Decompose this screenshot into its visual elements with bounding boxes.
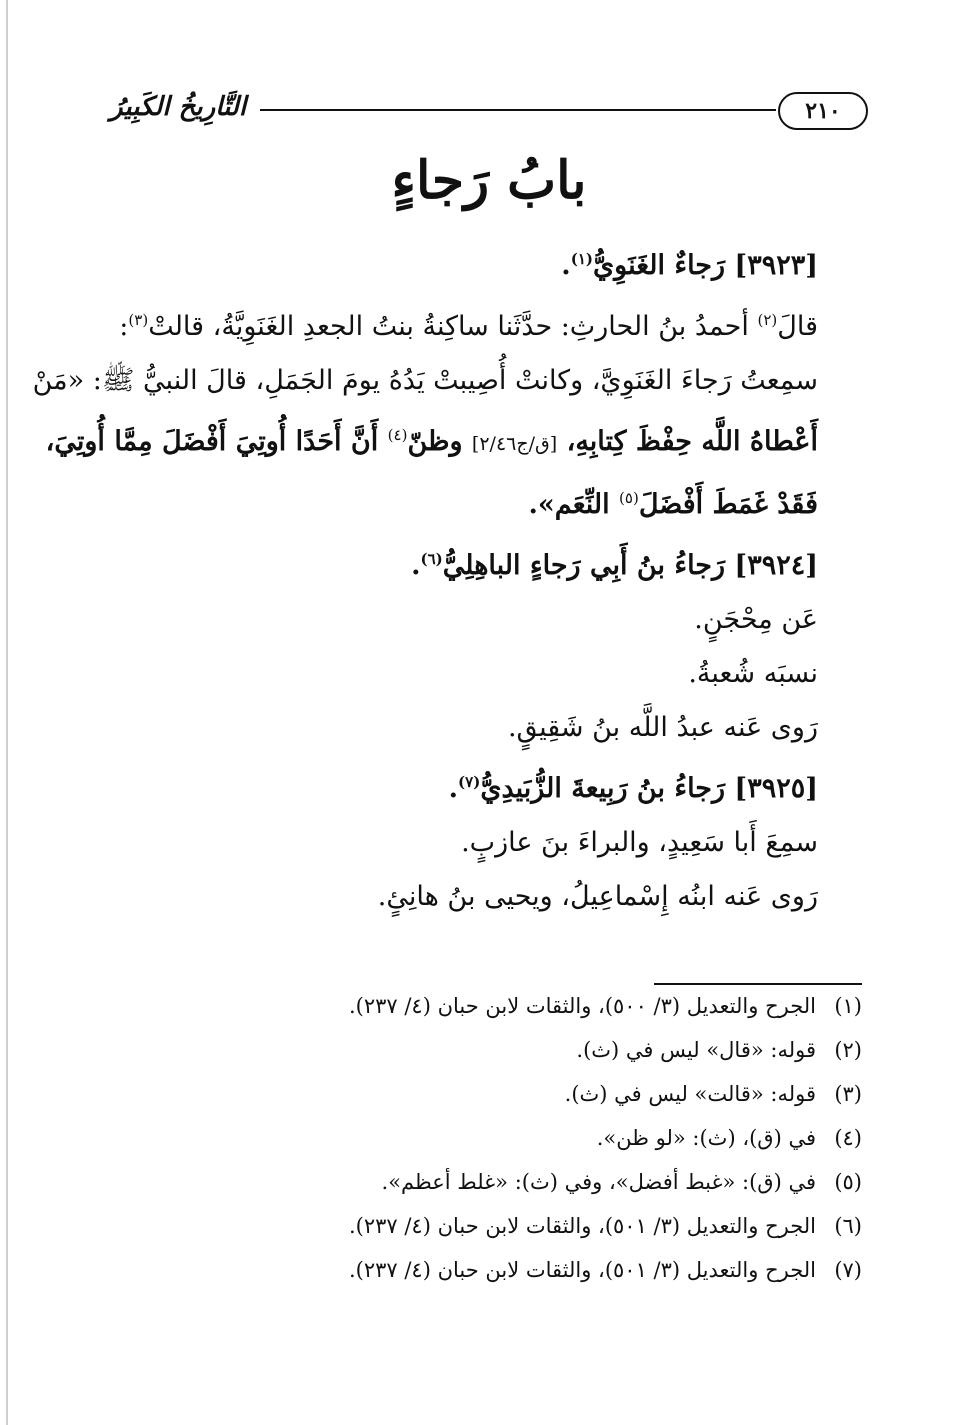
entry-heading: [٣٩٢٤] رَجاءُ بنُ أَبِي رَجاءٍ الباهِلِيُّ$^{(٦)}$. xyxy=(411,550,818,581)
footnote-ref: (٣) xyxy=(128,311,149,329)
page-number: ٢١٠ xyxy=(805,98,841,124)
footnote-ref: (٦) xyxy=(420,550,443,568)
running-title: التَّارِيخُ الكَبِيرُ xyxy=(110,92,247,122)
page-number-badge xyxy=(778,92,868,130)
footnote-ref: (٢) xyxy=(757,311,778,329)
footnote-ref: (٧) xyxy=(458,773,481,791)
running-header xyxy=(110,86,868,136)
text-line: سمِعَ أَبا سَعِيدٍ، والبراءَ بنَ عازبٍ. xyxy=(461,827,818,858)
footnote: (٥) في (ق): «غبط أفضل»، وفي (ث): «غلط أعظم». xyxy=(381,1170,862,1194)
footnotes xyxy=(150,984,862,1292)
footnote: (١) الجرح والتعديل (٣/ ٥٠٠)، والثقات لابن حبان (٤/ ٢٣٧). xyxy=(348,994,862,1018)
text-line: فَقَدْ غَمَطَ أَفْضَلَ$^{(٥)}$ النِّعَم». xyxy=(528,489,818,520)
entry-heading: [٣٩٢٥] رَجاءُ بنُ رَبِيعةَ الزُّبَيدِيُّ$^{(٧)}$. xyxy=(448,773,818,804)
footnote: (٤) في (ق)، (ث): «لو ظن». xyxy=(596,1126,862,1150)
footnote-ref: (٥) xyxy=(619,489,639,507)
footnote-ref: (١) xyxy=(570,250,593,268)
text-line: عَن مِحْجَنٍ. xyxy=(694,604,818,635)
chapter-title: بابُ رَجاءٍ xyxy=(391,150,587,211)
footnote: (٣) قوله: «قالت» ليس في (ث). xyxy=(564,1082,862,1106)
footnote: (٢) قوله: «قال» ليس في (ث). xyxy=(576,1038,862,1062)
main-text xyxy=(32,232,818,924)
text-line: رَوى عَنه ابنُه إِسْماعِيلُ، ويحيى بنُ هانِئٍ. xyxy=(377,881,818,912)
text-line: نسبَه شُعبةُ. xyxy=(688,658,818,689)
header-rule xyxy=(260,109,776,111)
footnote: (٧) الجرح والتعديل (٣/ ٥٠١)، والثقات لابن حبان (٤/ ٢٣٧). xyxy=(348,1258,862,1282)
footnote: (٦) الجرح والتعديل (٣/ ٥٠١)، والثقات لابن حبان (٤/ ٢٣٧). xyxy=(348,1214,862,1238)
footnote-ref: (٤) xyxy=(387,426,408,444)
text-line: سمِعتُ رَجاءَ الغَنَوِيَّ، وكانتْ أُصِيبتْ يَدُهُ يومَ الجَمَلِ، قالَ النبيُّ ﷺ: «مَنْ xyxy=(32,365,818,396)
manuscript-ref: [ق/ج٢/٤٦] xyxy=(471,433,558,455)
entry-heading: [٣٩٢٣] رَجاءٌ الغَنَوِيُّ$^{(١)}$. xyxy=(561,250,818,281)
text-line: قالَ$^{(٢)}$ أحمدُ بنُ الحارثِ: حدَّثَنا ساكِنةُ بنتُ الجعدِ الغَنَوِيَّةُ، قالتْ$^{(٣)}$: xyxy=(119,311,818,342)
text-line: رَوى عَنه عبدُ اللَّه بنُ شَقِيقٍ. xyxy=(507,712,818,743)
page-edge-line xyxy=(6,0,8,1425)
text-line: أَعْطاهُ اللَّه حِفْظَ كِتابِهِ، [ق/ج٢/٤٦] وظنّ$^{(٤)}$ أَنَّ أَحَدًا أُوتِيَ أَفْضَلَ مِمَّا أُوتِيَ، xyxy=(45,426,818,457)
